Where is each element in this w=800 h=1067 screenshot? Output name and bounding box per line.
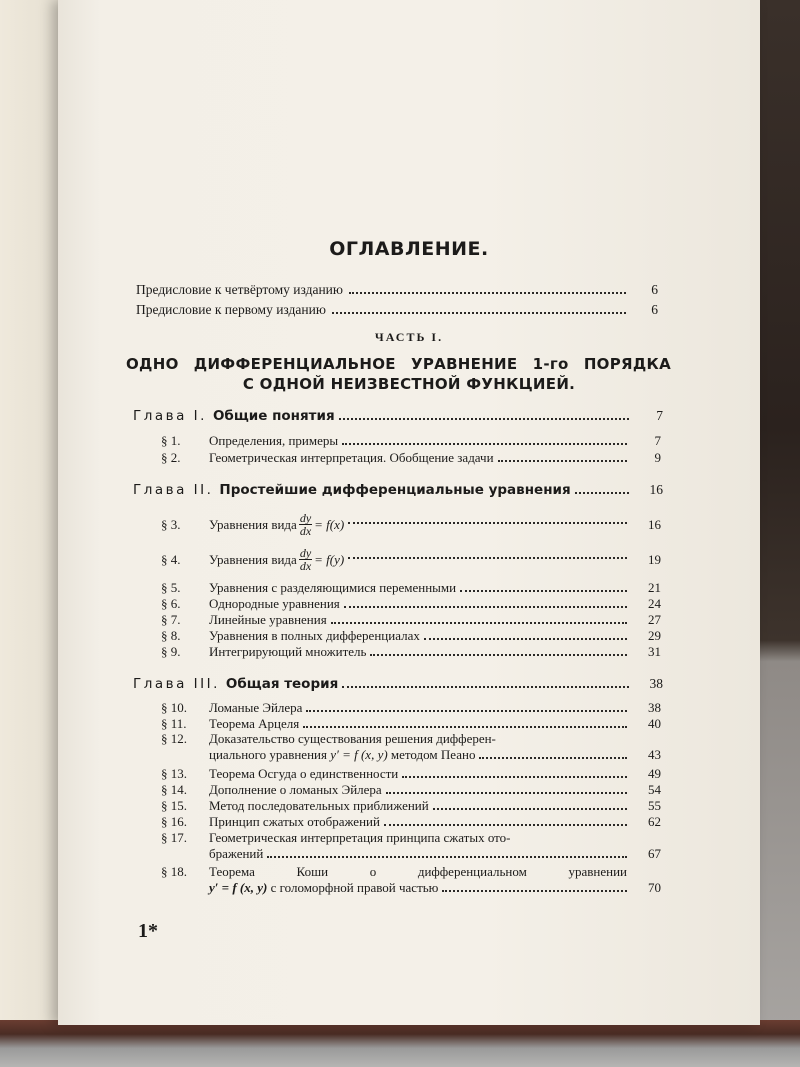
- section-number: § 9.: [161, 644, 181, 659]
- section-row-multiline: [161, 864, 661, 896]
- page-number: 43: [648, 747, 661, 762]
- section-text: Теорема Коши о дифференциальном уравнении: [209, 864, 627, 879]
- section-text: Уравнения вида: [209, 551, 297, 567]
- leader-dots: [267, 856, 627, 858]
- section-text: Теорема Арцеля: [209, 716, 300, 731]
- page-number: 16: [648, 516, 661, 532]
- section-number: § 5.: [161, 580, 181, 595]
- section-number: § 8.: [161, 628, 181, 643]
- page-number: 38: [648, 700, 661, 715]
- leader-dots: [575, 492, 629, 494]
- section-row: [161, 700, 661, 716]
- toc-text: Предисловие к четвёртому изданию: [136, 282, 343, 297]
- page-number: 9: [654, 450, 661, 465]
- section-number: § 3.: [161, 516, 181, 532]
- section-number: § 18.: [161, 864, 187, 879]
- leader-dots: [433, 808, 627, 810]
- chapter-name: Простейшие дифференциальные уравнения: [219, 482, 571, 498]
- section-number: § 12.: [161, 731, 187, 746]
- page-number: 62: [648, 814, 661, 829]
- section-row: [161, 814, 661, 830]
- section-row: [161, 644, 661, 660]
- section-row: [161, 766, 661, 782]
- page-title: ОГЛАВЛЕНИЕ.: [329, 238, 489, 260]
- toc-text: Предисловие к первому изданию: [136, 302, 326, 317]
- chapter-label: Глава I.: [133, 408, 207, 424]
- leader-dots: [348, 522, 627, 524]
- section-formula: y′ = f (x, y): [330, 747, 388, 762]
- page-number: 6: [651, 302, 658, 317]
- page-number: 38: [649, 676, 663, 691]
- chapter-row: [133, 482, 663, 498]
- leader-dots: [339, 418, 629, 420]
- section-number: § 14.: [161, 782, 187, 797]
- section-text: Принцип сжатых отображений: [209, 814, 380, 829]
- section-number: § 11.: [161, 716, 187, 731]
- section-number: § 2.: [161, 450, 181, 465]
- section-text: Уравнения в полных дифференциалах: [209, 628, 420, 643]
- section-row: [161, 716, 661, 732]
- section-text: Геометрическая интерпретация. Обобщение задачи: [209, 450, 494, 465]
- section-row: [161, 580, 661, 596]
- section-formula: = f(x): [314, 516, 345, 532]
- page-number: 31: [648, 644, 661, 659]
- part-title-line2: С ОДНОЙ НЕИЗВЕСТНОЙ ФУНКЦИЕЙ.: [242, 375, 576, 393]
- section-number: § 4.: [161, 551, 181, 567]
- chapter-label: Глава III.: [133, 676, 220, 692]
- section-formula: = f(y): [314, 551, 345, 567]
- leader-dots: [460, 590, 627, 592]
- table-surface: [0, 1020, 800, 1067]
- section-row: [161, 547, 661, 572]
- section-row-multiline: [161, 731, 661, 763]
- page-number: 6: [651, 282, 658, 297]
- chapter-row: [133, 676, 663, 692]
- leader-dots: [424, 638, 627, 640]
- leader-dots: [442, 890, 627, 892]
- leader-dots: [402, 776, 627, 778]
- book-page: [58, 0, 760, 1025]
- page-number: 40: [648, 716, 661, 731]
- toc-row: [136, 302, 658, 318]
- section-text: Дополнение о ломаных Эйлера: [209, 782, 382, 797]
- section-text: Теорема Осгуда о единственности: [209, 766, 399, 781]
- part-title-line1: ОДНО ДИФФЕРЕНЦИАЛЬНОЕ УРАВНЕНИЕ 1-го ПОРЯДКА: [126, 355, 671, 373]
- section-number: § 13.: [161, 766, 187, 781]
- page-number: 16: [649, 482, 663, 497]
- section-text: Линейные уравнения: [209, 612, 327, 627]
- section-number: § 10.: [161, 700, 187, 715]
- fraction-dy-dx: $\frac{dy}{dx}$: [299, 511, 312, 538]
- part-label: ЧАСТЬ I.: [374, 330, 444, 344]
- chapter-name: Общая теория: [225, 676, 339, 692]
- leader-dots: [384, 824, 627, 826]
- section-row: [161, 512, 661, 537]
- section-text: Уравнения с разделяющимися переменными: [209, 580, 457, 595]
- section-number: § 1.: [161, 433, 181, 448]
- section-number: § 16.: [161, 814, 187, 829]
- section-text: с голоморфной правой частью: [270, 880, 439, 895]
- section-number: § 17.: [161, 830, 187, 845]
- section-text: Уравнения вида: [209, 516, 297, 532]
- section-row: [161, 798, 661, 814]
- leader-dots: [342, 686, 629, 688]
- section-text: Геометрическая интерпретация принципа сжатых ото-: [209, 830, 511, 845]
- fraction-dy-dx: $\frac{dy}{dx}$: [299, 546, 312, 573]
- section-row: [161, 433, 661, 449]
- page-number: 27: [648, 612, 661, 627]
- section-number: § 6.: [161, 596, 181, 611]
- signature-mark: 1*: [138, 920, 158, 942]
- leader-dots: [498, 460, 627, 462]
- section-text: Ломаные Эйлера: [209, 700, 303, 715]
- section-row: [161, 782, 661, 798]
- leader-dots: [344, 606, 627, 608]
- section-text: Доказательство существования решения дифферен-: [209, 731, 496, 746]
- section-number: § 7.: [161, 612, 181, 627]
- page-number: 54: [648, 782, 661, 797]
- section-row: [161, 612, 661, 628]
- section-text: методом Пеано: [390, 747, 476, 762]
- page-number: 7: [656, 408, 663, 423]
- leader-dots: [306, 710, 627, 712]
- page-number: 70: [648, 880, 661, 895]
- page-number: 49: [648, 766, 661, 781]
- section-row: [161, 628, 661, 644]
- leader-dots: [331, 622, 627, 624]
- section-text: Определения, примеры: [209, 433, 339, 448]
- section-text: циального уравнения: [209, 747, 327, 762]
- section-row: [161, 596, 661, 612]
- section-row-multiline: [161, 830, 661, 862]
- leader-dots: [479, 757, 627, 759]
- section-row: [161, 450, 661, 466]
- page-number: 55: [648, 798, 661, 813]
- chapter-row: [133, 408, 663, 424]
- leader-dots: [349, 292, 626, 294]
- section-text: Метод последовательных приближений: [209, 798, 429, 813]
- leader-dots: [303, 726, 627, 728]
- leader-dots: [370, 654, 627, 656]
- page-number: 21: [648, 580, 661, 595]
- section-number: § 15.: [161, 798, 187, 813]
- leader-dots: [386, 792, 627, 794]
- page-number: 7: [654, 433, 661, 448]
- section-text: бражений: [209, 846, 264, 861]
- chapter-name: Общие понятия: [212, 408, 335, 424]
- page-number: 29: [648, 628, 661, 643]
- leader-dots: [348, 557, 627, 559]
- page-number: 24: [648, 596, 661, 611]
- section-text: Интегрирующий множитель: [209, 644, 367, 659]
- section-text: Однородные уравнения: [209, 596, 340, 611]
- toc-row: [136, 282, 658, 298]
- page-number: 67: [648, 846, 661, 861]
- chapter-label: Глава II.: [133, 482, 214, 498]
- leader-dots: [342, 443, 627, 445]
- section-formula: y′ = f (x, y): [209, 880, 268, 895]
- leader-dots: [332, 312, 626, 314]
- page-number: 19: [648, 551, 661, 567]
